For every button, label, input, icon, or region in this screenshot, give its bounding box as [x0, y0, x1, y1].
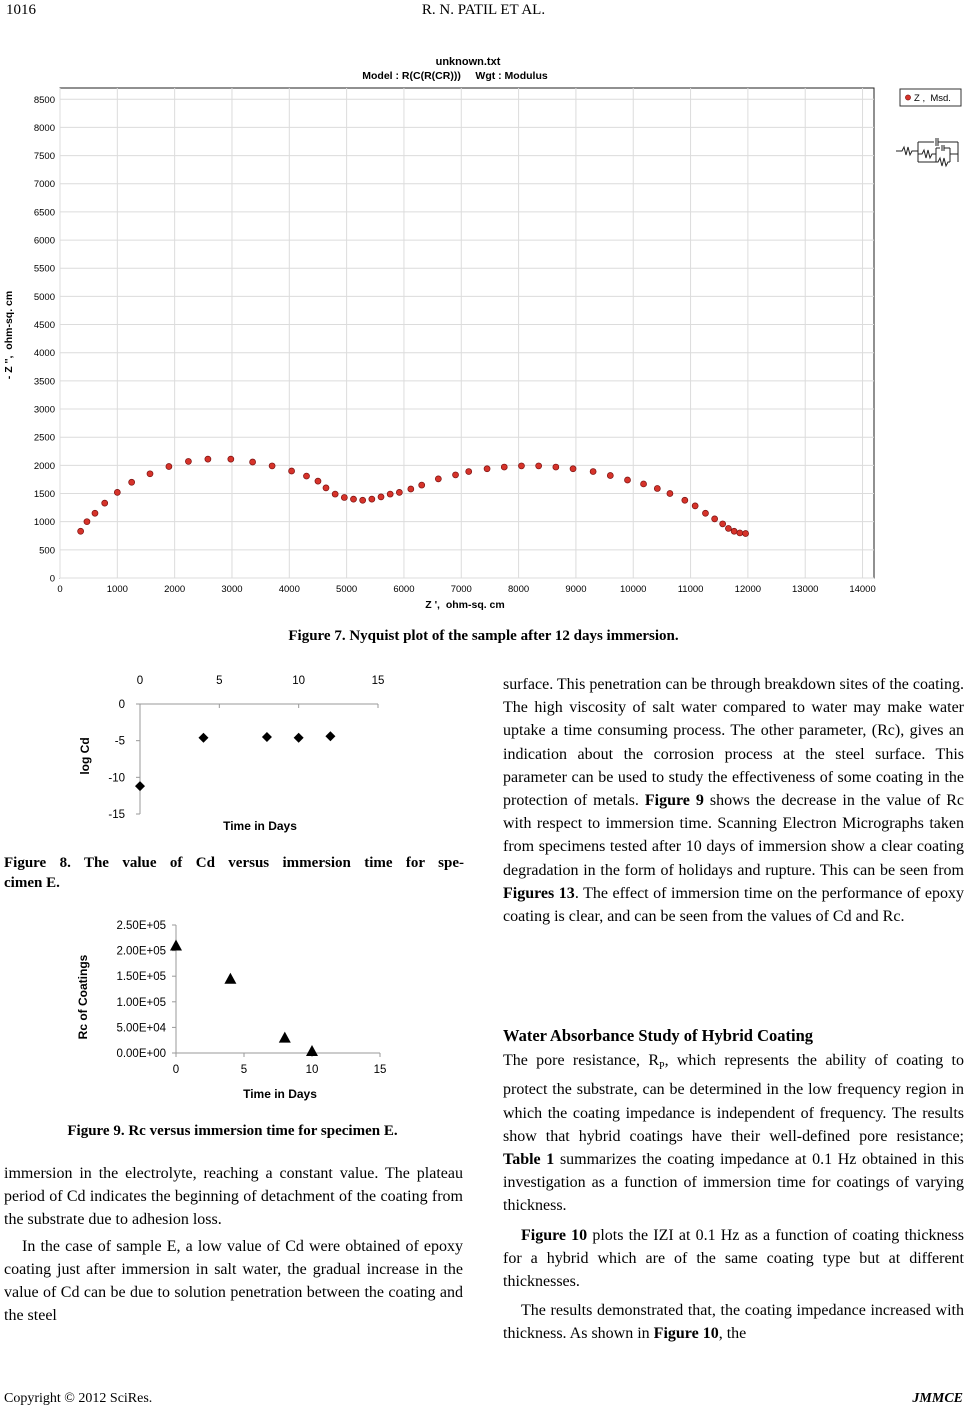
left-paragraph-1: immersion in the electrolyte, reaching a constant value. The plateau period of Cd indicates the beginning of detachment of the coating from the substrate due to adhesion loss. [4, 1165, 463, 1229]
fig7-data-point [102, 500, 108, 506]
fig7-xtick-label: 3000 [221, 584, 243, 595]
fig9-ylabel: Rc of Coatings [76, 954, 90, 1040]
fig9-ytick-label: 5.00E+04 [116, 1022, 166, 1035]
fig8-data-point [198, 733, 208, 743]
fig7-data-point [553, 464, 559, 470]
fig7-ytick-label: 1000 [33, 517, 55, 529]
fig7-xtick-label: 10000 [620, 584, 647, 595]
fig7-data-point [92, 510, 98, 516]
figure-9-caption: Figure 9. Rc versus immersion time for specimen E. [67, 1123, 398, 1139]
fig7-data-point [114, 489, 120, 495]
fig9-ytick-label: 1.00E+05 [116, 996, 166, 1009]
running-title: R. N. PATIL ET AL. [421, 2, 546, 18]
fig7-data-point [303, 473, 309, 479]
fig7-data-point [378, 494, 384, 500]
fig8-data-point [325, 731, 335, 741]
fig7-data-point [166, 463, 172, 469]
fig7-data-point [78, 528, 84, 534]
fig7-data-point [84, 519, 90, 525]
fig7-data-point [641, 481, 647, 487]
fig7-data-point [654, 485, 660, 491]
right-paragraph-2: The pore resistance, $R_P$, which represents the ability of coating to protect the substrate, can be determined in the low frequency region in which the coating impedance is independent of frequency. The results show that hybrid coatings have their well-defined pore resistance; Table 1 summarizes the coating impedance at 0.1 Hz obtained in this investigation as a function of immersion time for coatings of varying thickness. [503, 1052, 964, 1215]
fig7-ytick-label: 0 [49, 573, 55, 585]
fig8-xlabel: Time in Days [223, 819, 297, 833]
figure-8-caption-line2: cimen E. [4, 875, 60, 891]
fig7-xtick-label: 9000 [565, 584, 587, 595]
right-column-text [503, 673, 964, 928]
fig7-data-point [725, 525, 731, 531]
fig7-xtick-label: 7000 [450, 584, 472, 595]
fig7-data-point [667, 491, 673, 497]
fig7-ytick-label: 4500 [33, 320, 55, 332]
fig7-legend-label: Z , Msd. [914, 93, 951, 104]
fig7-data-point [453, 472, 459, 478]
fig9-ytick-label: 2.00E+05 [116, 945, 166, 958]
fig7-ytick-label: 6000 [33, 235, 55, 247]
fig9-ytick-label: 1.50E+05 [116, 971, 166, 984]
fig7-data-point [360, 497, 366, 503]
fig7-data-point [332, 491, 338, 497]
copyright: Copyright © 2012 SciRes. [4, 1391, 153, 1406]
fig7-data-point [720, 521, 726, 527]
fig9-xtick-label: 15 [373, 1064, 387, 1076]
fig7-data-point [607, 472, 613, 478]
figure-13-ref: Figures 13 [503, 884, 575, 902]
figure-8-caption [4, 853, 464, 893]
left-column-text [4, 1162, 463, 1327]
fig7-data-point [396, 489, 402, 495]
figure-9-ref: Figure 9 [644, 792, 704, 810]
fig8-ytick-label: -10 [108, 772, 125, 785]
fig7-xtick-label: 4000 [278, 584, 300, 595]
fig9-xlabel: Time in Days [243, 1087, 317, 1101]
figure-8-cd-chart [70, 666, 400, 836]
fig7-data-point [712, 516, 718, 522]
fig7-data-point [682, 497, 688, 503]
fig7-data-point [250, 459, 256, 465]
fig7-xlabel: Z ', ohm-sq. cm [425, 599, 505, 610]
journal-name: JMMCE [912, 1391, 963, 1406]
right-paragraph-1: surface. This penetration can be through breakdown sites of the coating. The high viscosity of salt water compared to water may make water uptake a time consuming process. The other parameter, (Rc), gives an indication about the corrosion process at the steel surface. This parameter can be used to study the effectiveness of some coating in the protection of metals. Figure 9 shows the decrease in the value of Rc with respect to immersion time. Scanning Electron Micrographs taken from specimens tested after 10 days of immersion show a clear coating degradation in the form of holidays and rupture. This can be seen from Figures 13. The effect of immersion time on the performance of epoxy coating is clear, and can be seen from the values of Cd and Rc. [503, 676, 965, 926]
fig7-data-point [501, 464, 507, 470]
fig8-xtick-label: 15 [371, 675, 385, 687]
fig7-data-point [743, 531, 749, 537]
right-paragraph-3: Figure 10 plots the IZI at 0.1 Hz as a function of coating thickness for a hybrid which are of the same coating type but at different thicknesses. [503, 1226, 965, 1291]
fig7-xtick-label: 1000 [106, 584, 128, 595]
fig8-ytick-label: 0 [118, 699, 125, 711]
fig7-ytick-label: 2500 [33, 432, 55, 444]
fig7-ylabel: - Z '', ohm-sq. cm [3, 290, 15, 380]
fig7-xtick-label: 11000 [677, 584, 704, 595]
fig7-data-point [737, 530, 743, 536]
fig7-data-point [147, 471, 153, 477]
fig7-xtick-label: 12000 [734, 584, 762, 595]
fig7-data-point [369, 496, 375, 502]
fig7-data-point [185, 458, 191, 464]
fig7-data-point [387, 491, 393, 497]
fig7-ytick-label: 3000 [33, 404, 55, 416]
fig7-data-point [731, 528, 737, 534]
fig7-data-point [590, 469, 596, 475]
fig7-data-point [289, 468, 295, 474]
fig8-data-point [135, 781, 145, 791]
fig7-data-point [408, 486, 414, 492]
figure-9-rc-chart [70, 905, 410, 1105]
fig8-ytick-label: -5 [114, 735, 125, 748]
fig7-data-point [205, 456, 211, 462]
fig7-data-point [702, 510, 708, 516]
fig7-data-point [435, 476, 441, 482]
fig8-xtick-label: 10 [292, 675, 306, 687]
fig7-data-point [419, 482, 425, 488]
left-paragraph-2: In the case of sample E, a low value of Cd were obtained of epoxy coating just after immersion in salt water, the gradual increase in the value of Cd can be due to solution penetration between the coating and the steel [4, 1237, 463, 1325]
fig7-xtick-label: 5000 [336, 584, 358, 595]
fig8-ylabel: log Cd [78, 737, 92, 775]
fig9-xtick-label: 5 [240, 1064, 248, 1076]
fig9-ytick-label: 0.00E+00 [116, 1048, 166, 1060]
fig7-xtick-label: 13000 [792, 584, 819, 595]
fig7-data-point [323, 485, 329, 491]
fig7-data-point [536, 463, 542, 469]
fig8-data-point [294, 733, 304, 743]
fig7-subtitle: Model : R(C(R(CR))) Wgt : Modulus [362, 70, 548, 82]
figure-7-nyquist-plot [0, 50, 967, 610]
fig7-xtick-label: 14000 [849, 584, 876, 595]
fig9-xtick-label: 10 [305, 1064, 319, 1076]
fig7-xtick-label: 0 [57, 584, 63, 595]
fig7-ytick-label: 5500 [33, 263, 55, 275]
fig8-ytick-label: -15 [108, 809, 125, 821]
fig7-xtick-label: 2000 [164, 584, 186, 595]
fig7-xtick-label: 6000 [393, 584, 415, 595]
fig7-ytick-label: 6500 [33, 207, 55, 219]
fig7-data-point [570, 466, 576, 472]
fig9-data-point [306, 1045, 318, 1056]
fig7-ytick-label: 2000 [33, 460, 55, 472]
fig8-xtick-label: 0 [136, 675, 144, 687]
fig7-data-point [625, 477, 631, 483]
fig7-ytick-label: 1500 [33, 489, 55, 501]
fig7-ytick-label: 4000 [33, 348, 55, 360]
fig7-data-point [269, 463, 275, 469]
fig7-ytick-label: 5000 [33, 291, 55, 303]
fig7-ytick-label: 8000 [33, 122, 55, 134]
figure-10-ref-2: Figure 10 [653, 1325, 719, 1343]
fig7-ytick-label: 500 [39, 545, 55, 557]
right-paragraph-4: The results demonstrated that, the coating impedance increased with thickness. As shown in Figure 10, the [503, 1302, 964, 1343]
figure-7-caption: Figure 7. Nyquist plot of the sample after 12 days immersion. [288, 628, 679, 644]
fig7-data-point [350, 496, 356, 502]
fig7-data-point [129, 479, 135, 485]
fig8-data-point [262, 732, 272, 742]
fig9-xtick-label: 0 [172, 1064, 180, 1076]
fig9-data-point [279, 1032, 291, 1043]
fig7-data-point [315, 478, 321, 484]
page-number: 1016 [6, 2, 36, 18]
fig7-data-point [466, 469, 472, 475]
fig7-legend-marker [905, 95, 910, 100]
figure-8-caption-line1: Figure 8. The value of Cd versus immersion time for spe- [4, 855, 464, 871]
fig7-ytick-label: 8500 [33, 94, 55, 106]
fig7-ytick-label: 7500 [33, 151, 55, 163]
fig9-data-point [224, 973, 236, 984]
fig7-ytick-label: 7000 [33, 179, 55, 191]
fig9-ytick-label: 2.50E+05 [116, 920, 166, 932]
table-1-ref: Table 1 [503, 1151, 555, 1168]
figure-10-ref: Figure 10 [521, 1226, 588, 1244]
fig7-ytick-label: 3500 [33, 376, 55, 388]
right-column-text-2 [503, 1049, 964, 1346]
section-heading-water-absorbance: Water Absorbance Study of Hybrid Coating [503, 1026, 814, 1045]
fig7-data-point [484, 466, 490, 472]
fig8-xtick-label: 5 [216, 675, 223, 687]
fig7-xtick-label: 8000 [508, 584, 530, 595]
fig7-data-point [341, 494, 347, 500]
fig7-data-point [692, 503, 698, 509]
fig7-data-point [228, 456, 234, 462]
fig7-title: unknown.txt [435, 56, 501, 68]
fig7-data-point [518, 463, 524, 469]
fig9-data-point [170, 939, 182, 950]
